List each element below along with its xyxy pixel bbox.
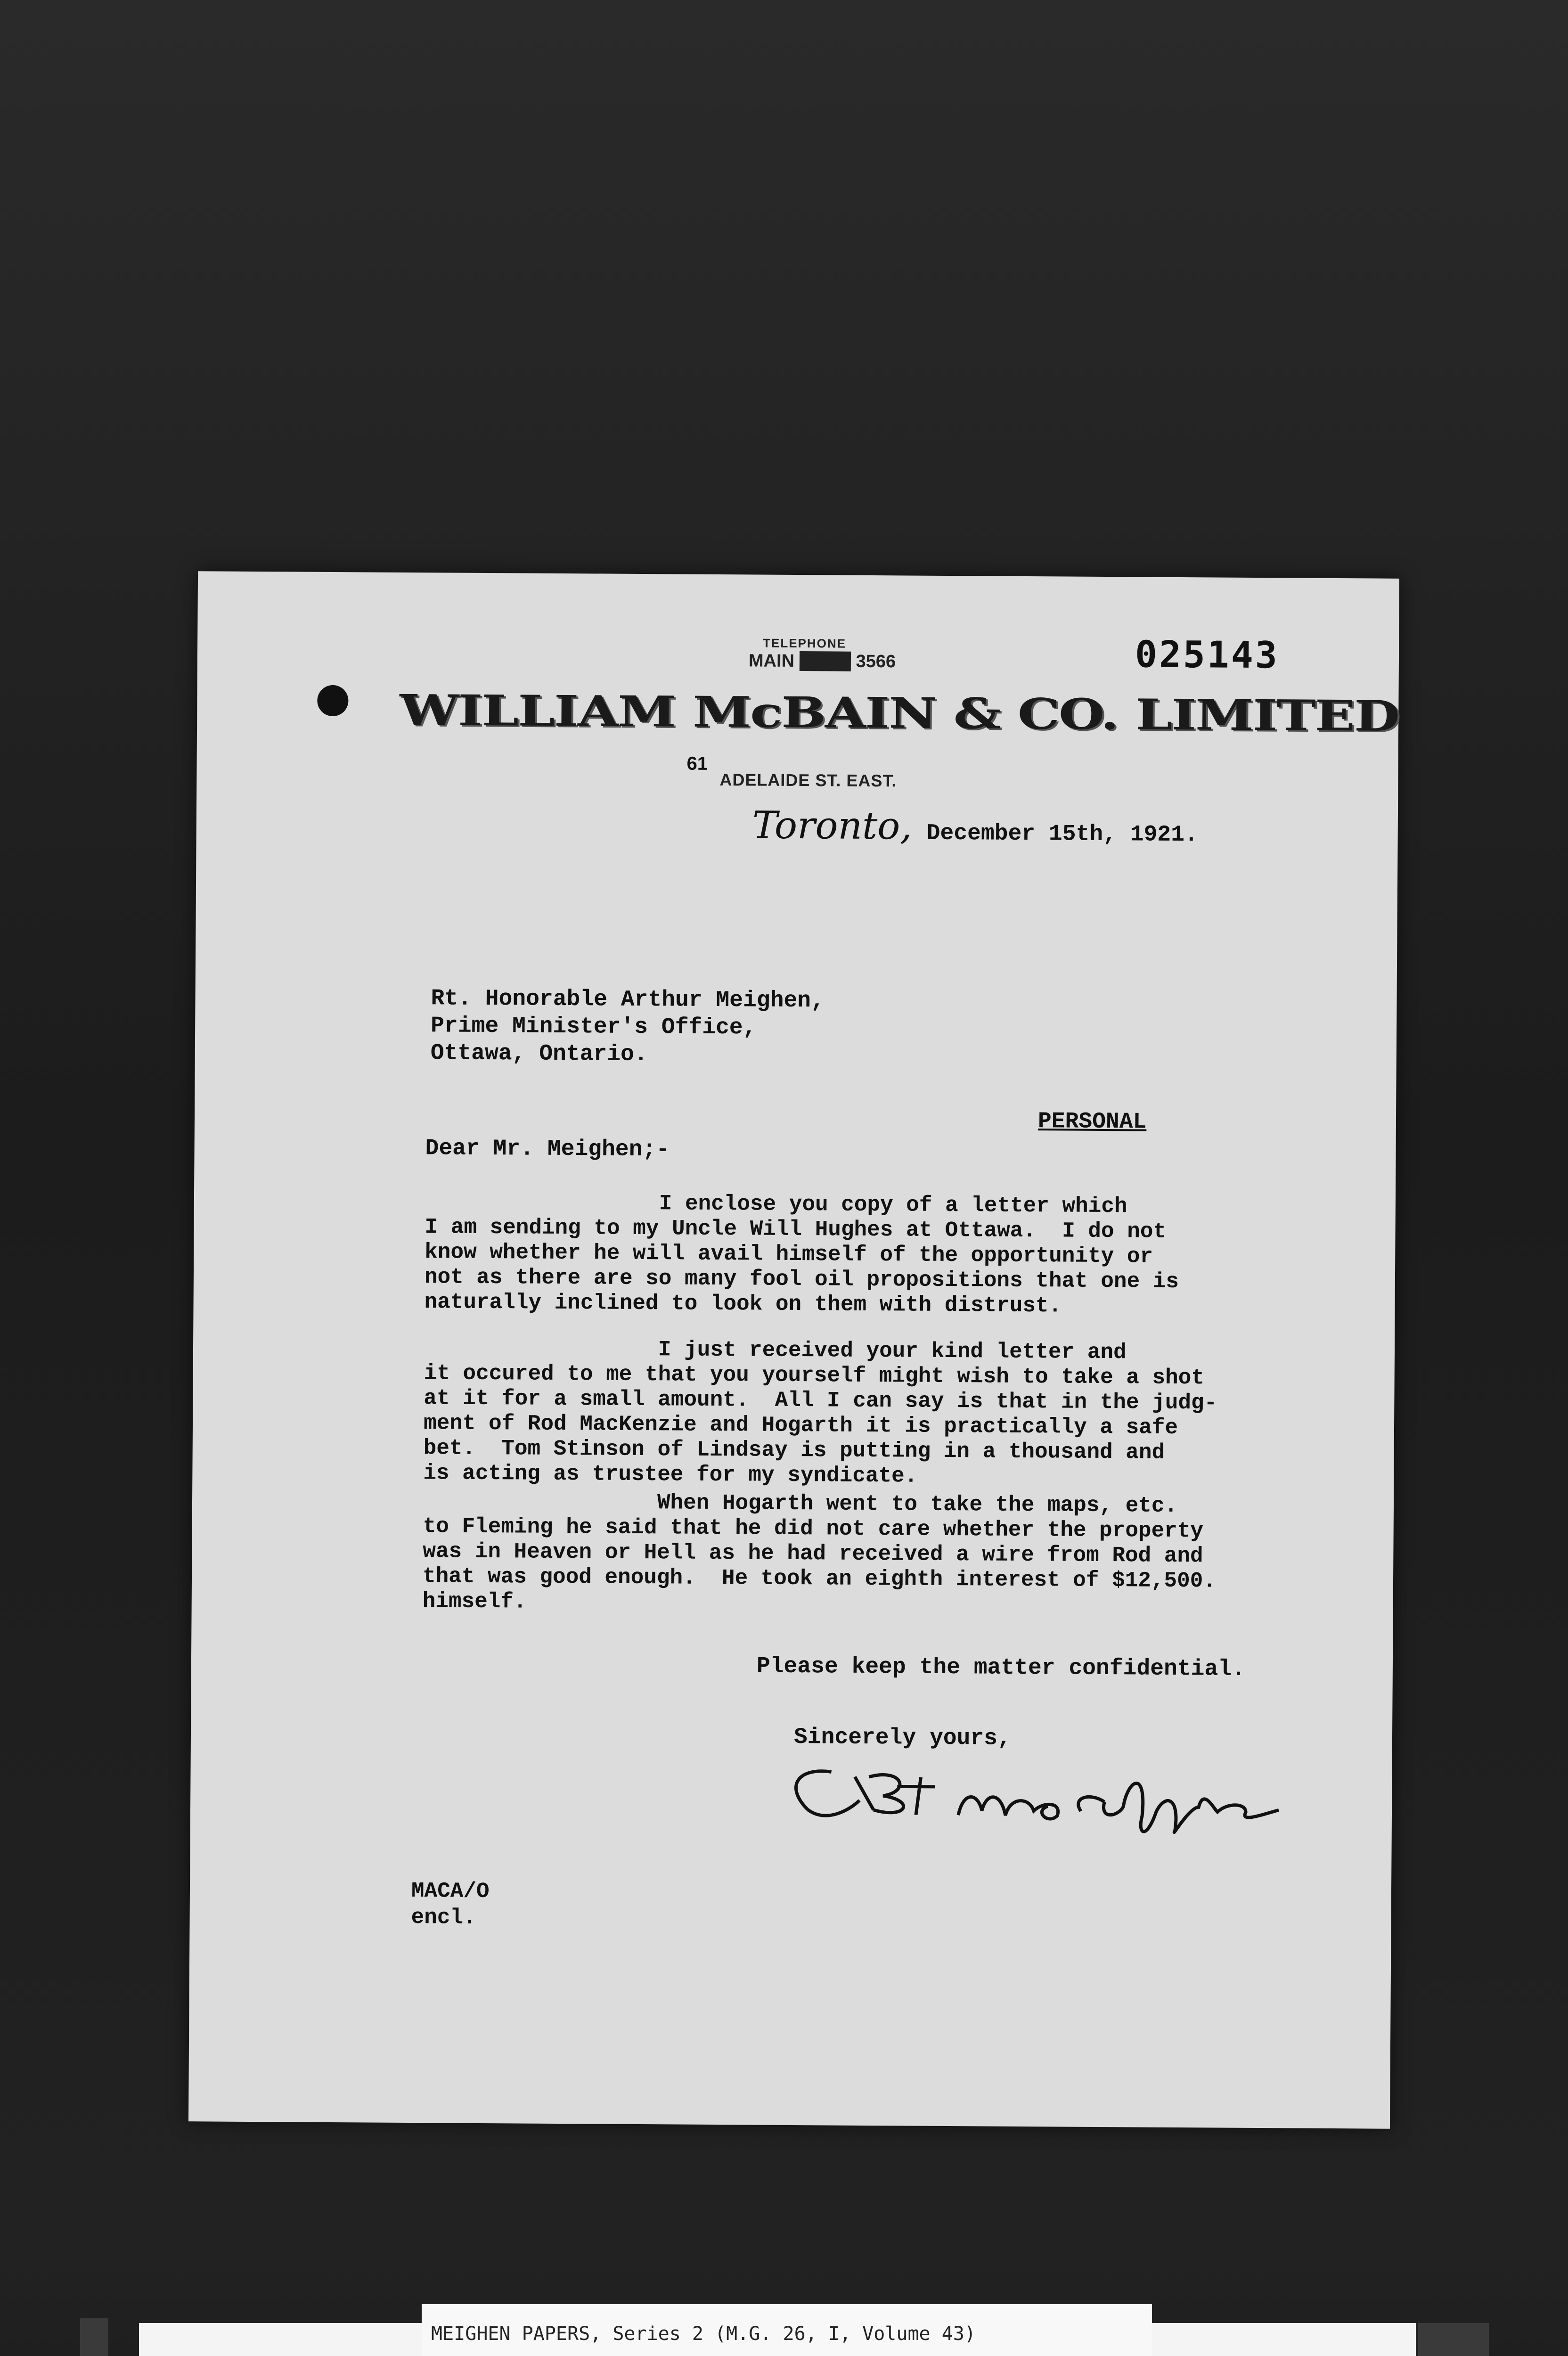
telephone-line xyxy=(749,651,896,672)
archive-label-card xyxy=(139,2323,1416,2356)
telephone-label: TELEPHONE xyxy=(763,636,847,651)
closing-request: Please keep the matter confidential. xyxy=(756,1653,1246,1682)
document-number: 025143 xyxy=(1135,633,1280,677)
punch-hole xyxy=(317,685,348,716)
tape-strip xyxy=(1418,2323,1489,2356)
letter-date: December 15th, 1921. xyxy=(926,820,1198,848)
handwritten-signature xyxy=(779,1758,1345,1846)
recipient-address xyxy=(431,985,825,1069)
letter-page xyxy=(188,571,1399,2129)
telephone-prefix: MAIN xyxy=(748,651,795,671)
city: Toronto, xyxy=(752,803,913,848)
complimentary-close: Sincerely yours, xyxy=(793,1725,1012,1751)
recipient-line: Ottawa, Ontario. xyxy=(430,1040,648,1068)
recipient-line: Prime Minister's Office, xyxy=(431,1013,757,1041)
body-paragraph: I enclose you copy of a letter which I am sending to my Uncle Will Hughes at Ottawa. I do not know whether he will avail himself of the opportunity or not as there are so many fool oil propositions that one is naturally inclined to look on them with distrust. xyxy=(424,1190,1179,1318)
typist-initials xyxy=(411,1878,489,1931)
salutation: Dear Mr. Meighen;- xyxy=(425,1136,670,1163)
body-paragraph: When Hogarth went to take the maps, etc. to Fleming he said that he did not care whether the property was in Heaven or Hell as he had received a wire from Rod and that was good enough. He took an eighth interest of $12,500. himself. xyxy=(422,1489,1217,1614)
series-tab xyxy=(422,2304,1152,2356)
enclosure-note: encl. xyxy=(411,1905,476,1930)
tape-strip xyxy=(80,2318,108,2356)
company-name: WILLIAM McBAIN & CO. LIMITED xyxy=(399,685,1399,741)
telephone-struck-out: XXXX xyxy=(799,651,851,671)
series-label: MEIGHEN PAPERS, Series 2 (M.G. 26, I, Volume 43) xyxy=(431,2323,976,2345)
reference-initials: MACA/O xyxy=(411,1879,490,1904)
body-paragraph: I just received your kind letter and it occured to me that you yourself might wish to take a shot at it for a small amount. All I can say is that in the judg- ment of Rod MacKenzie and Hogarth it is practically a safe bet. Tom Stinson of Lindsay is putting in a thousand and is acting as trustee for my syndicate. xyxy=(423,1336,1217,1489)
telephone-number: 3566 xyxy=(856,651,896,672)
address-street: ADELAIDE ST. EAST. xyxy=(719,770,897,791)
recipient-line: Rt. Honorable Arthur Meighen, xyxy=(431,986,825,1014)
personal-marking: PERSONAL xyxy=(1037,1109,1147,1135)
address-number: 61 xyxy=(686,753,708,774)
